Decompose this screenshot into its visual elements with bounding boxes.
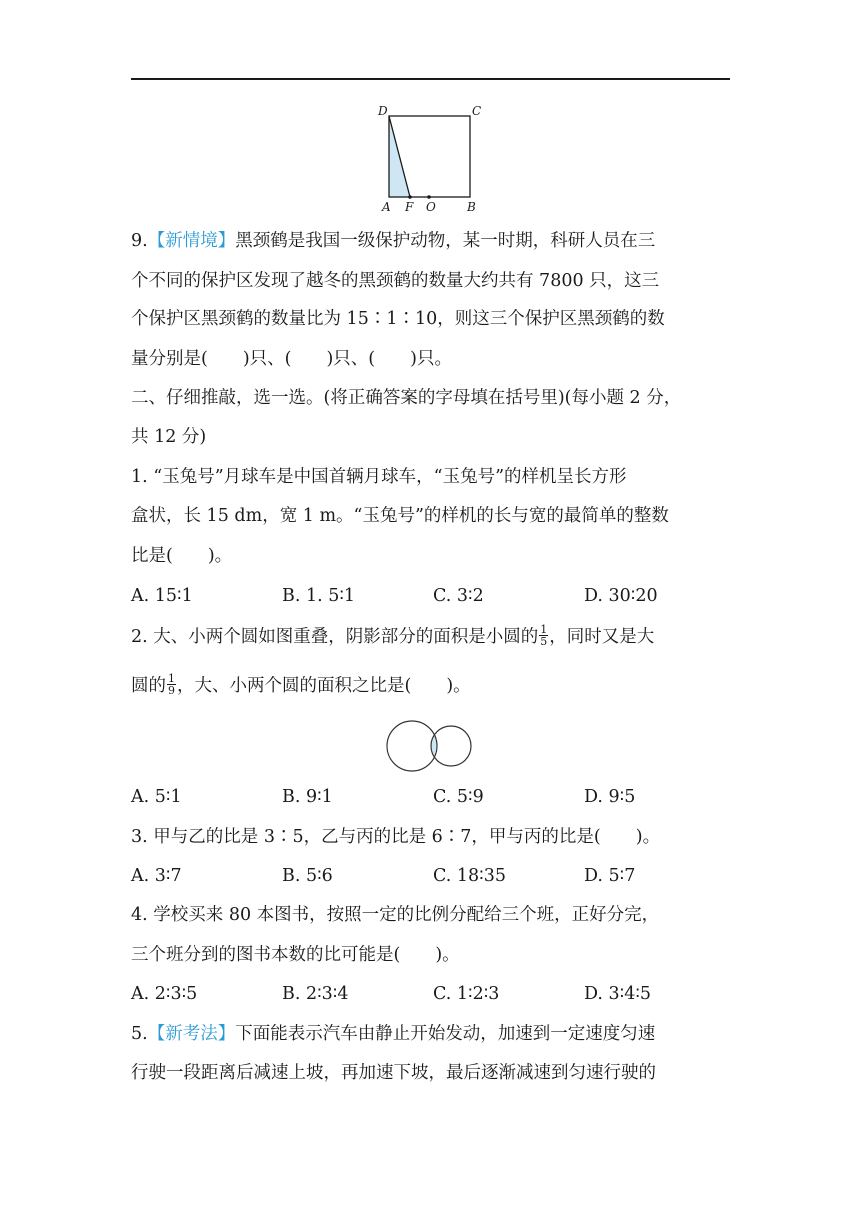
q4-line-2: 三个班分到的图书本数的比可能是( )。: [131, 945, 460, 965]
q5-line-1: [131, 1021, 655, 1047]
q9-line-1: [131, 228, 655, 254]
fraction-one-fifth: $\frac{1}{5}$: [540, 623, 548, 648]
q5-number: 5.: [131, 1024, 148, 1044]
q3-option-b: B. 5∶6: [282, 866, 333, 886]
q3-option-d: D. 5∶7: [584, 866, 636, 886]
q4-option-d: D. 3∶4∶5: [584, 984, 652, 1004]
overlapping-circles-figure: [384, 718, 476, 774]
q2-text-4: ，大、小两个圆的面积之比是( )。: [177, 676, 471, 696]
q9-line-4: 量分别是( )只、( )只、( )只。: [131, 349, 452, 369]
q2-text-2: ，同时又是大: [549, 627, 655, 647]
q2-options: [131, 784, 751, 810]
q3-option-c: C. 18∶35: [433, 866, 506, 886]
q1-line-1: 1. “玉兔号”月球车是中国首辆月球车，“玉兔号”的样机呈长方形: [131, 467, 627, 487]
q5-line-2: 行驶一段距离后减速上坡，再加速下坡，最后逐渐减速到匀速行驶的: [131, 1063, 656, 1083]
big-circle: [387, 721, 437, 771]
q2-option-c: C. 5∶9: [433, 787, 484, 807]
q9-number: 9.: [131, 231, 148, 251]
q4-line-1: 4. 学校买来 80 本图书，按照一定的比例分配给三个班，正好分完，: [131, 905, 660, 925]
q1-option-d: D. 30∶20: [584, 586, 658, 606]
label-a: A: [382, 200, 391, 214]
q5-text-1: 下面能表示汽车由静止开始发动，加速到一定速度匀速: [235, 1024, 656, 1044]
q5-tag: 【新考法】: [147, 1024, 236, 1044]
point-o: [427, 195, 431, 199]
label-d: D: [378, 104, 388, 118]
q9-text-1: 黑颈鹤是我国一级保护动物，某一时期，科研人员在三: [235, 231, 656, 251]
q4-option-b: B. 2∶3∶4: [282, 984, 349, 1004]
q1-options: [131, 583, 751, 609]
q2-line-1: [131, 624, 654, 650]
q1-line-2: 盒状，长 15 dm，宽 1 m。“玉兔号”的样机的长与宽的最简单的整数: [131, 506, 669, 526]
q4-option-c: C. 1∶2∶3: [433, 984, 500, 1004]
point-f: [408, 195, 412, 199]
label-c: C: [472, 104, 482, 118]
q2-option-b: B. 9∶1: [282, 787, 333, 807]
square-figure: [372, 100, 496, 218]
q4-options: [131, 981, 751, 1007]
q1-option-a: A. 15∶1: [131, 586, 193, 606]
label-o: O: [426, 200, 436, 214]
q3-option-a: A. 3∶7: [131, 866, 182, 886]
q1-option-b: B. 1. 5∶1: [282, 586, 356, 606]
q9-line-2: 个不同的保护区发现了越冬的黑颈鹤的数量大约共有 7800 只，这三: [131, 271, 660, 291]
q3-line: 3. 甲与乙的比是 3∶5，乙与丙的比是 6∶7，甲与丙的比是( )。: [131, 827, 661, 847]
q4-option-a: A. 2∶3∶5: [131, 984, 198, 1004]
fraction-one-ninth: $\frac{1}{9}$: [168, 672, 175, 697]
header-rule: [131, 78, 730, 80]
q9-tag: 【新情境】: [147, 231, 236, 251]
q3-options: [131, 863, 751, 889]
q2-line-2: [131, 673, 471, 699]
q9-line-3: 个保护区黑颈鹤的数量比为 15∶1∶10，则这三个保护区黑颈鹤的数: [131, 309, 665, 329]
q1-line-3: 比是( )。: [131, 546, 233, 566]
q2-text-1: 2. 大、小两个圆如图重叠，阴影部分的面积是小圆的: [131, 627, 539, 647]
section-2-heading: 二、仔细推敲，选一选。(将正确答案的字母填在括号里)(每小题 2 分，: [131, 388, 682, 408]
q2-option-a: A. 5∶1: [131, 787, 182, 807]
section-2-heading-cont: 共 12 分): [131, 427, 207, 447]
label-b: B: [467, 200, 476, 214]
q1-option-c: C. 3∶2: [433, 586, 484, 606]
label-f: F: [405, 200, 414, 214]
q2-option-d: D. 9∶5: [584, 787, 636, 807]
q2-text-3: 圆的: [131, 676, 166, 696]
